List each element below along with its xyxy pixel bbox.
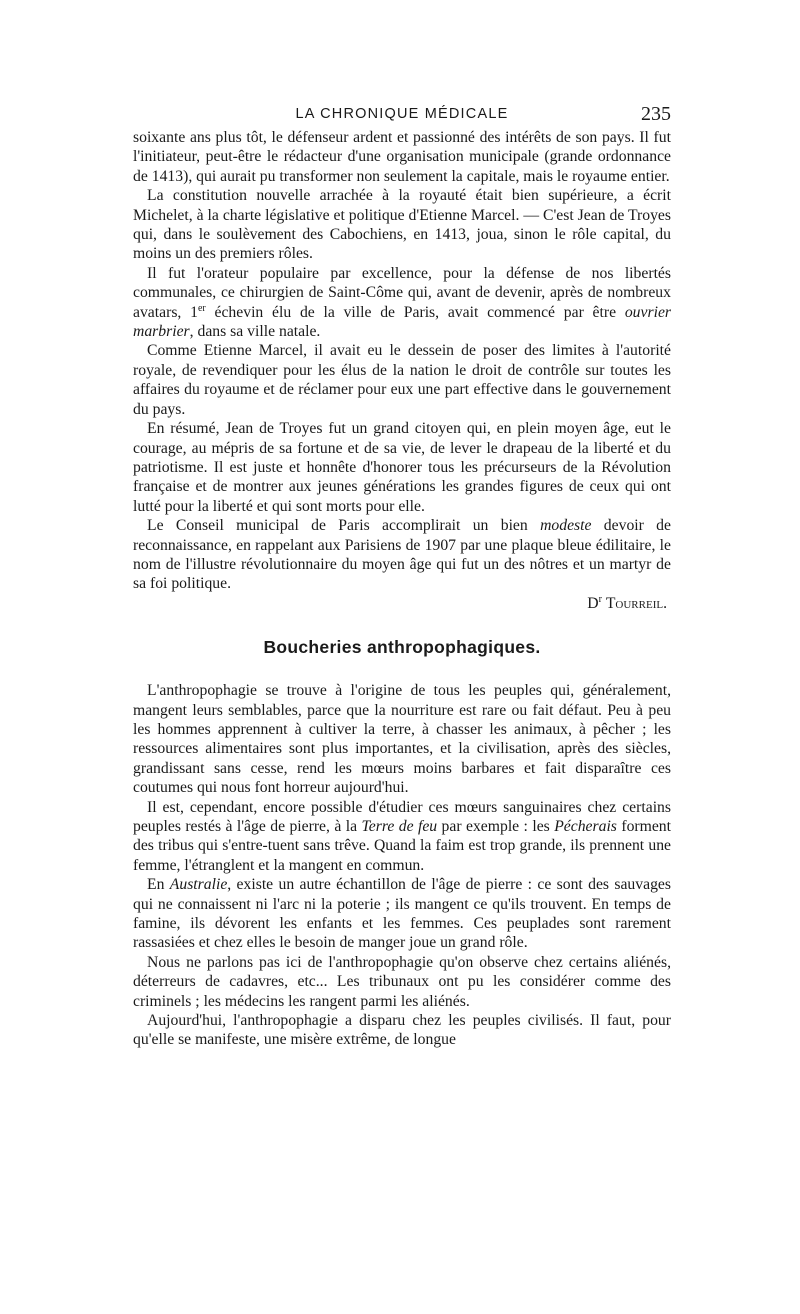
- signature-name: Tourreil.: [605, 594, 667, 612]
- text-run: , existe un autre échantillon de l'âge de pierre : ce sont des sauvages qui ne connaissent ni l'arc ni la poterie ; ils mangent ce qu'ils trouvent. En temps de famine, ils dévorent les enfants et les femmes. Ces peuplades sont rarement rassasiées et chez elles le besoin de manger joue un grand rôle.: [133, 876, 671, 952]
- section-title: Boucheries anthropophagiques.: [263, 637, 541, 658]
- text-run: par exemple : les: [437, 818, 555, 835]
- text-run: devoir de reconnaissance, en rappelant aux Parisiens de 1907 par une plaque bleue édilitaire, le nom de l'illustre révolutionnaire du moyen âge qui fut un des nôtres et un martyr de sa foi politique.: [133, 517, 671, 593]
- italic-text: Terre de feu: [361, 818, 438, 835]
- text-run: Le Conseil municipal de Paris accomplirait un bien: [147, 517, 541, 535]
- paragraph: Nous ne parlons pas ici de l'anthropophagie qu'on observe chez certains aliénés, déterreurs de cadavres, etc... Les tribunaux ont pu les considérer comme des criminels ; les médecins les rangent parmi les aliénés.: [133, 953, 671, 1010]
- ordinal-superscript: er: [197, 302, 206, 314]
- paragraph: [133, 264, 671, 342]
- running-header: [133, 101, 671, 127]
- paragraph: Comme Etienne Marcel, il avait eu le dessein de poser des limites à l'autorité royale, de revendiquer pour les élus de la nation le droit de contrôle sur toutes les affaires du royaume et de réclamer pour eux une part effective dans le gouvernement du pays.: [133, 342, 671, 418]
- paragraph: [133, 516, 671, 594]
- body-text: [133, 128, 671, 1050]
- paragraph: En résumé, Jean de Troyes fut un grand citoyen qui, en plein moyen âge, eut le courage, au mépris de sa fortune et de sa vie, de lever le drapeau de la liberté et du patriotisme. Il est juste et honnête d'honorer tous les précurseurs de la Révolution française et de montrer aux jeunes générations les grandes figures de ceux qui ont lutté pour la liberté et qui sont morts pour elle.: [133, 420, 671, 515]
- paragraph: Aujourd'hui, l'anthropophagie a disparu chez les peuples civilisés. Il faut, pour qu'elle se manifeste, une misère extrême, de longue: [133, 1012, 671, 1049]
- italic-text: modeste: [540, 517, 592, 535]
- author-signature: [133, 594, 671, 613]
- text-run: échevin élu de la ville de Paris, avait commencé par être: [205, 303, 625, 321]
- text-run: forment des tribus qui s'entre-tuent sans trêve. Quand la faim est trop grande, ils prennent une femme, l'étranglent et la mangent en commun.: [133, 818, 671, 874]
- italic-text: Pécherais: [554, 818, 617, 835]
- italic-text: Australie: [169, 876, 228, 894]
- paragraph: [133, 798, 671, 876]
- paragraph: [133, 875, 671, 953]
- text-run: , dans sa ville natale.: [189, 323, 321, 341]
- italic-text: ouvrier marbrier: [133, 303, 672, 341]
- page-number: 235: [641, 103, 671, 125]
- journal-title: LA CHRONIQUE MÉDICALE: [295, 106, 509, 122]
- text-run: En: [147, 876, 170, 894]
- paragraph: soixante ans plus tôt, le défenseur ardent et passionné des intérêts de son pays. Il fut l'initiateur, peut-être le rédacteur d'une organisation municipale (grande ordonnance de 1413), qui aurait pu transformer non seulement la capitale, mais le royaume entier.: [133, 129, 671, 185]
- signature-prefix: D: [587, 594, 599, 612]
- text-run: Il est, cependant, encore possible d'étudier ces mœurs sanguinaires chez certains peuples restés à l'âge de pierre, à la: [133, 798, 671, 835]
- text-run: Il fut l'orateur populaire par excellence, pour la défense de nos libertés communales, ce chirurgien de Saint-Côme qui, avant de devenir, après de nombreux avatars, 1: [133, 264, 671, 321]
- paragraph: La constitution nouvelle arrachée à la royauté était bien supérieure, a écrit Michelet, à la charte législative et politique d'Etienne Marcel. — C'est Jean de Troyes qui, dans le soulèvement des Cabochiens, en 1413, joua, sinon le rôle capital, du moins un des premiers rôles.: [133, 187, 671, 263]
- signature-superscript: r: [598, 593, 602, 605]
- paragraph: L'anthropophagie se trouve à l'origine de tous les peuples qui, généralement, mangent leurs semblables, parce que la nourriture est rare ou fait défaut. Peu à peu les hommes apprennent à cultiver la terre, à chasser les animaux, à pêcher ; les ressources alimentaires sont plus importantes, et la civilisation, après des siècles, grandissant sans cesse, rend les mœurs moins barbares et fait disparaître ces coutumes qui nous font horreur aujourd'hui.: [133, 682, 671, 797]
